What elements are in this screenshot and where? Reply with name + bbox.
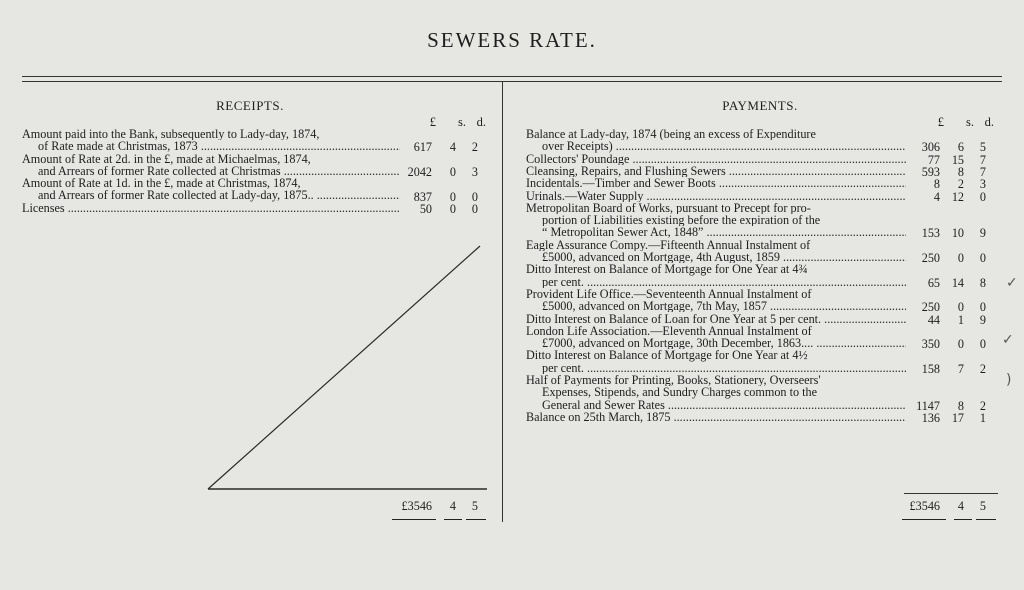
payments-entry <box>526 411 906 423</box>
receipts-entry-text: and Arrears of former Rate collected at Christmas ..... <box>22 165 400 177</box>
receipts-entry-pence: 0 <box>471 201 478 216</box>
payments-entry-pence: 2 <box>979 398 986 413</box>
payments-entry-pence: 7 <box>979 152 986 167</box>
payments-entry-text: portion of Liabilities existing before the expiration of the <box>542 214 821 227</box>
payments-entry-pounds: 77 <box>927 152 940 167</box>
payments-total <box>888 499 998 515</box>
top-rule <box>22 76 1002 77</box>
receipts-total <box>380 499 490 515</box>
payments-entry-pence: 1 <box>979 410 986 425</box>
payments-entry-text: Eagle Assurance Compy.—Fifteenth Annual Instalment of <box>526 238 811 251</box>
receipts-total-rule-a <box>392 519 436 520</box>
receipts-entry-text: Licenses ..... <box>22 202 400 214</box>
top-rule-thin <box>22 81 1002 82</box>
payments-entry <box>526 374 906 411</box>
pence-header: d. <box>984 115 994 129</box>
payments-entry <box>526 288 906 313</box>
receipts-entry-amount <box>380 202 490 216</box>
pounds-header: £ <box>429 115 436 129</box>
payments-entry-text: Balance on 25th March, 1875 ..... <box>526 411 906 423</box>
payments-entry-text: Cleansing, Repairs, and Flushing Sewers ..... <box>526 165 906 177</box>
payments-entry-text: over Receipts) ..... <box>526 140 906 152</box>
payments-entry-pounds: 250 <box>921 251 940 265</box>
payments-entry-shillings: 6 <box>957 140 964 155</box>
receipts-entry-pence: 3 <box>471 164 478 179</box>
receipts-heading: RECEIPTS. <box>216 98 284 113</box>
payments-entry-shillings: 14 <box>951 275 964 290</box>
payments-entry <box>526 165 906 177</box>
receipts-entry-pounds: 2042 <box>407 164 432 179</box>
receipts-entry-pounds: 50 <box>419 201 432 216</box>
receipts-entry-shillings: 4 <box>449 140 456 155</box>
payments-entry-pounds: 350 <box>921 337 940 352</box>
payments-heading: PAYMENTS. <box>722 98 798 113</box>
payments-total-rule-b <box>954 519 972 520</box>
payments-currency-headers <box>918 115 998 131</box>
payments-entry <box>526 177 906 189</box>
payments-entry-pence: 7 <box>979 164 986 179</box>
pencil-check-mark: ✓ <box>1006 275 1018 291</box>
payments-entry <box>526 239 906 264</box>
receipts-total-pence: 5 <box>471 499 478 513</box>
payments-total-shillings: 4 <box>957 499 964 513</box>
payments-entry-text: Ditto Interest on Balance of Mortgage for One Year at 4½ <box>526 349 808 362</box>
receipts-total-rule-c <box>466 519 486 520</box>
payments-entry <box>526 325 906 350</box>
payments-entry-pounds: 8 <box>933 177 940 192</box>
payments-entry-text: Balance at Lady-day, 1874 (being an excess of Expenditure <box>526 128 816 141</box>
payments-entry-text: Provident Life Office.—Seventeenth Annual Instalment of <box>526 287 812 301</box>
receipts-entry <box>22 128 400 153</box>
payments-entry-text: Collectors' Poundage ..... <box>526 153 906 165</box>
payments-entry <box>526 128 906 153</box>
receipts-total-shillings: 4 <box>449 499 456 513</box>
payments-entry-shillings: 10 <box>951 226 964 241</box>
payments-entry-shillings: 1 <box>957 312 964 327</box>
payments-total-rule-a <box>902 519 946 520</box>
payments-entry-text: London Life Association.—Eleventh Annual Instalment of <box>526 324 812 338</box>
pounds-header: £ <box>937 115 944 129</box>
payments-entry-shillings: 8 <box>957 398 964 413</box>
payments-entry-pounds: 153 <box>921 226 940 241</box>
payments-entry-text: Incidentals.—Timber and Sewer Boots ..... <box>526 177 906 189</box>
payments-entry-pence: 9 <box>979 226 986 241</box>
receipts-entry-pence: 2 <box>471 140 478 155</box>
receipts-entry <box>22 202 400 214</box>
payments-entry-pounds: 593 <box>921 164 940 179</box>
payments-entry-pence: 9 <box>979 312 986 327</box>
payments-entry-pounds: 1147 <box>916 398 940 413</box>
payments-entry-text: General and Sewer Rates ..... <box>526 399 906 411</box>
payments-entry-shillings: 0 <box>957 300 964 315</box>
receipts-entry-text: of Rate made at Christmas, 1873 ..... <box>22 140 400 152</box>
payments-total-pence: 5 <box>979 499 986 513</box>
payments-entry <box>526 153 906 165</box>
receipts-entry-pence: 0 <box>471 189 478 204</box>
payments-total-pounds: £3546 <box>909 499 940 513</box>
payments-entry-text: per cent. ..... <box>526 362 906 374</box>
receipts-entry-text: and Arrears of former Rate collected at Lady-day, 1875.. ..... <box>22 189 400 201</box>
payments-entry <box>526 202 906 239</box>
payments-entry-pounds: 4 <box>933 189 940 204</box>
column-divider <box>502 82 503 522</box>
payments-entry-pence: 8 <box>979 275 986 290</box>
payments-total-rule-c <box>976 519 996 520</box>
receipts-entry-shillings: 0 <box>449 189 456 204</box>
payments-entry-text: Ditto Interest on Balance of Loan for One Year at 5 per cent. ..... <box>526 313 906 325</box>
pence-header: d. <box>476 115 486 129</box>
receipts-entry <box>22 153 400 178</box>
payments-entry-text: Metropolitan Board of Works, pursuant to Precept for pro- <box>526 201 811 215</box>
payments-entry-pence: 0 <box>979 337 986 352</box>
payments-entry-pence: 0 <box>979 189 986 204</box>
payments-entry-pounds: 250 <box>921 300 940 315</box>
receipts-entry-shillings: 0 <box>449 201 456 216</box>
payments-entry-text: £5000, advanced on Mortgage, 7th May, 1857 ..... <box>526 300 906 312</box>
receipts-entry-pounds: 837 <box>413 189 432 204</box>
receipts-entry <box>22 177 400 202</box>
payments-entry-pence: 0 <box>979 251 986 265</box>
payments-entry-pence: 3 <box>979 177 986 192</box>
pencil-check-mark: ✓ <box>1002 332 1014 348</box>
payments-entry-text: “ Metropolitan Sewer Act, 1848” ..... <box>526 226 906 238</box>
payments-entry-text: Urinals.—Water Supply ..... <box>526 190 906 202</box>
payments-entry-text: £5000, advanced on Mortgage, 4th August, 1859 ..... <box>526 251 906 263</box>
payments-entry-pence: 0 <box>979 300 986 315</box>
payments-entry-shillings: 2 <box>957 177 964 192</box>
payments-entry-text: Expenses, Stipends, and Sundry Charges common to the <box>542 386 817 399</box>
shillings-header: s. <box>966 115 974 129</box>
payments-entry-shillings: 12 <box>951 189 964 204</box>
pencil-check-mark: ) <box>1006 372 1012 388</box>
payments-entry-shillings: 8 <box>957 164 964 179</box>
page-title: SEWERS RATE. <box>427 28 597 52</box>
payments-entry-pounds: 44 <box>927 312 940 327</box>
payments-entry-amount <box>888 411 998 425</box>
payments-entry-text: Half of Payments for Printing, Books, Stationery, Overseers' <box>526 374 821 387</box>
receipts-entry-pounds: 617 <box>413 140 432 155</box>
payments-entry <box>526 263 906 288</box>
receipts-currency-headers <box>408 115 488 131</box>
payments-entry-pence: 2 <box>979 361 986 376</box>
payments-entry-text: Ditto Interest on Balance of Mortgage for One Year at 4¾ <box>526 263 808 276</box>
shillings-header: s. <box>458 115 466 129</box>
payments-entry-text: per cent. ..... <box>526 276 906 288</box>
receipts-entry-text: Amount paid into the Bank, subsequently to Lady-day, 1874, <box>22 128 320 141</box>
payments-entry-pounds: 306 <box>921 140 940 155</box>
payments-entry <box>526 190 906 202</box>
receipts-entry-shillings: 0 <box>449 164 456 179</box>
payments-entry-shillings: 17 <box>951 410 964 425</box>
receipts-total-rule-b <box>444 519 462 520</box>
receipts-entry-text: Amount of Rate at 1d. in the £, made at Christmas, 1874, <box>22 177 301 190</box>
payments-entry-pounds: 65 <box>927 275 940 290</box>
payments-entry-pence: 5 <box>979 140 986 155</box>
payments-entry-text: £7000, advanced on Mortgage, 30th December, 1863.... ..... <box>526 337 906 349</box>
payments-entry-shillings: 7 <box>957 361 964 376</box>
payments-sum-rule <box>904 493 998 494</box>
receipts-entry-text: Amount of Rate at 2d. in the £, made at Michaelmas, 1874, <box>22 152 311 165</box>
payments-entry-shillings: 15 <box>951 152 964 167</box>
receipts-total-pounds: £3546 <box>401 499 432 513</box>
payments-entry-shillings: 0 <box>957 337 964 352</box>
payments-entry-pounds: 136 <box>921 410 940 425</box>
payments-entry <box>526 349 906 374</box>
payments-entry-pounds: 158 <box>921 361 940 376</box>
payments-entry <box>526 313 906 325</box>
payments-entry-shillings: 0 <box>957 251 964 265</box>
